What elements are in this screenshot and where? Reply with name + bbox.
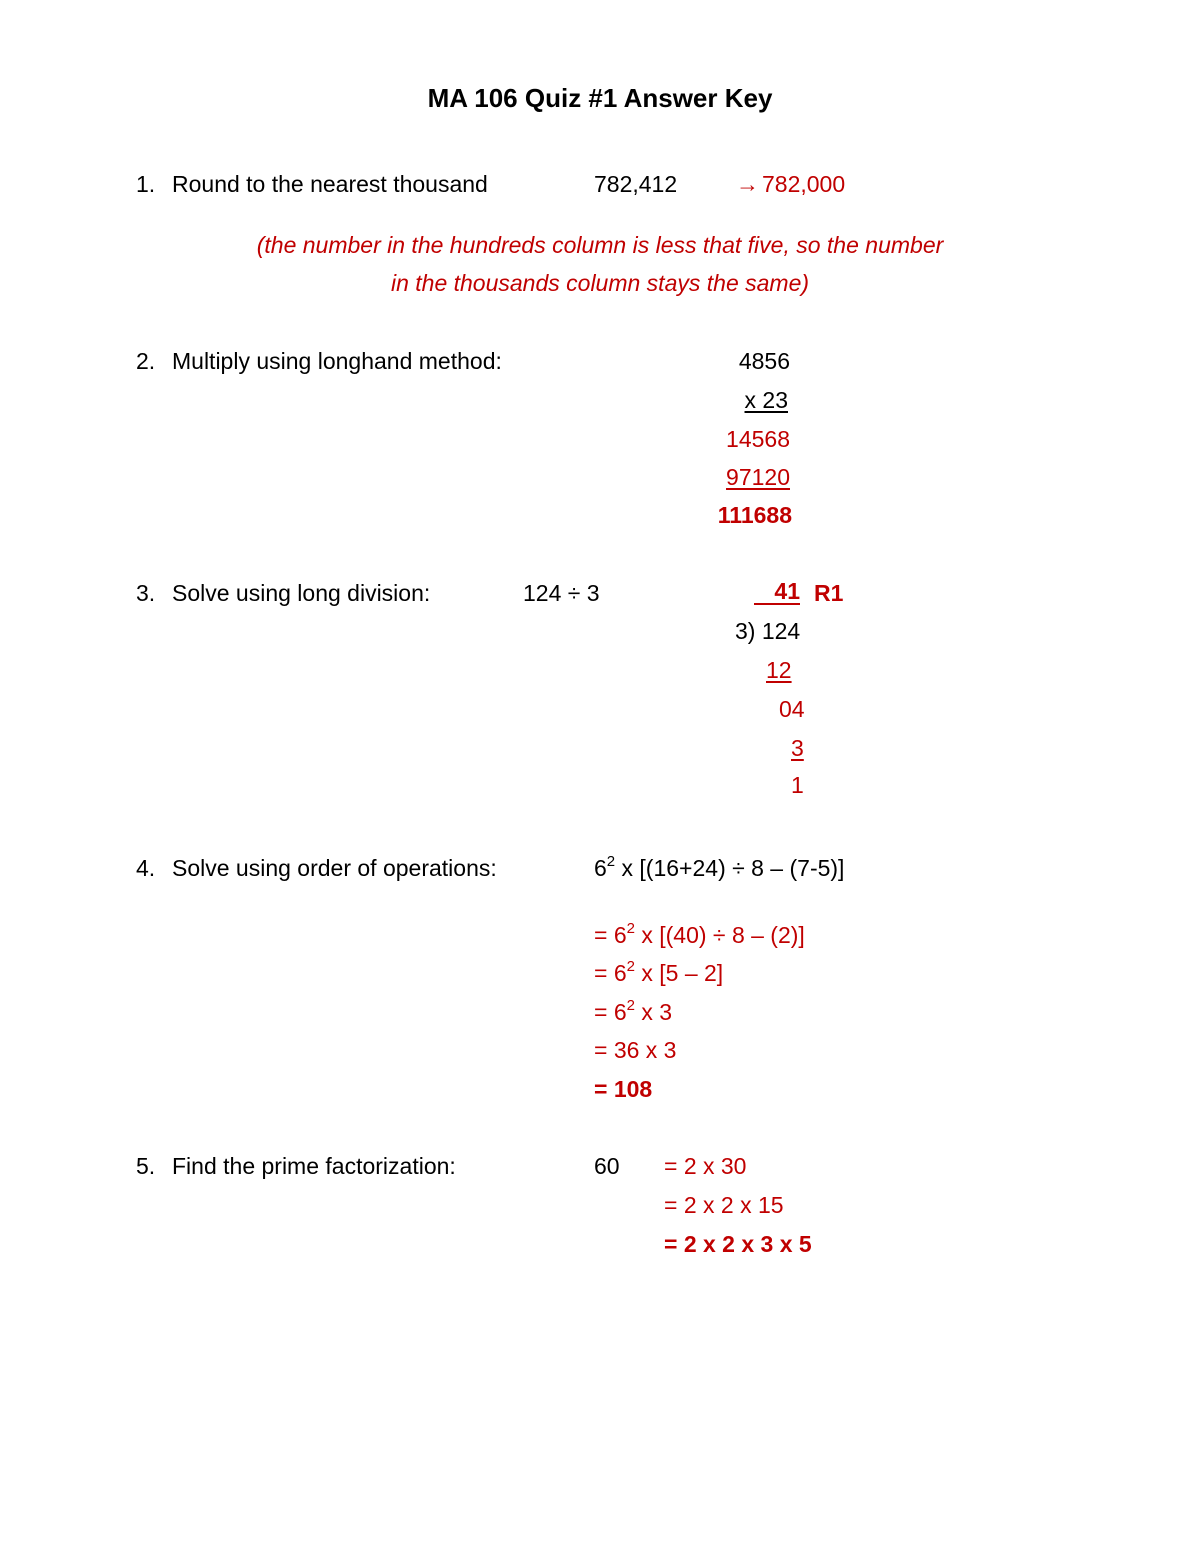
q4-answer: = 108 <box>594 1076 653 1102</box>
q4-step-1-exponent: 2 <box>626 920 635 937</box>
q4-step-2-exponent: 2 <box>626 958 635 975</box>
q4-step-2-rest: x [5 – 2] <box>634 960 724 986</box>
q3-expression: 124 ÷ 3 <box>523 580 600 606</box>
q4-step-1-rest: x [(40) ÷ 8 – (2)] <box>634 922 805 948</box>
q1-prompt: Round to the nearest thousand <box>172 171 488 197</box>
q5-step-1: = 2 x 30 <box>664 1153 747 1179</box>
q2-prompt: Multiply using longhand method: <box>172 348 502 374</box>
q4-step-4: = 36 x 3 <box>594 1037 677 1063</box>
right-arrow-icon: → <box>736 171 759 197</box>
q4-prompt: Solve using order of operations: <box>172 855 497 881</box>
q4-expression <box>594 854 844 882</box>
q4-exponent: 2 <box>606 853 616 870</box>
q2-partial-product-2: 97120 <box>726 464 790 490</box>
q3-step-4: 1 <box>791 772 804 798</box>
q3-step-2: 04 <box>779 696 805 722</box>
q2-multiplicand: 4856 <box>738 348 790 374</box>
q4-step-1-base: = 6 <box>594 922 627 948</box>
q3-number: 3. <box>136 580 156 606</box>
q4-base: 6 <box>594 855 607 881</box>
q4-step-3-base: = 6 <box>594 999 627 1025</box>
q3-quotient: 41 <box>754 579 800 605</box>
q2-number: 2. <box>136 348 156 374</box>
q1-number: 1. <box>136 171 156 197</box>
q4-step-3-exponent: 2 <box>626 997 635 1014</box>
q5-answer: = 2 x 2 x 3 x 5 <box>664 1231 812 1257</box>
q5-prompt: Find the prime factorization: <box>172 1153 456 1179</box>
q1-note-line1: (the number in the hundreds column is less that five, so the number <box>256 232 944 258</box>
q2-product: 111688 <box>717 502 792 528</box>
q4-step-3-rest: x 3 <box>634 999 673 1025</box>
q3-remainder: R1 <box>814 580 844 606</box>
page-title: MA 106 Quiz #1 Answer Key <box>427 83 773 113</box>
q4-step-1 <box>594 921 805 949</box>
q5-value: 60 <box>594 1153 620 1179</box>
q4-step-2 <box>594 959 723 987</box>
q2-multiplier: x 23 <box>744 387 788 413</box>
q1-value: 782,412 <box>594 171 678 197</box>
q5-step-2: = 2 x 2 x 15 <box>664 1192 784 1218</box>
q3-prompt: Solve using long division: <box>172 580 431 606</box>
q4-step-2-base: = 6 <box>594 960 627 986</box>
q2-partial-product-1: 14568 <box>726 426 790 452</box>
q1-answer: 782,000 <box>762 171 846 197</box>
q4-number: 4. <box>136 855 156 881</box>
q4-step-3 <box>594 998 672 1026</box>
q3-step-3: 3 <box>791 735 804 761</box>
q1-note-line2: in the thousands column stays the same) <box>390 270 810 296</box>
q3-divisor-line: 3) 124 <box>735 618 801 644</box>
q3-step-1: 12 <box>766 657 792 683</box>
q4-expression-rest: x [(16+24) ÷ 8 – (7-5)] <box>615 855 845 881</box>
q5-number: 5. <box>136 1153 156 1179</box>
